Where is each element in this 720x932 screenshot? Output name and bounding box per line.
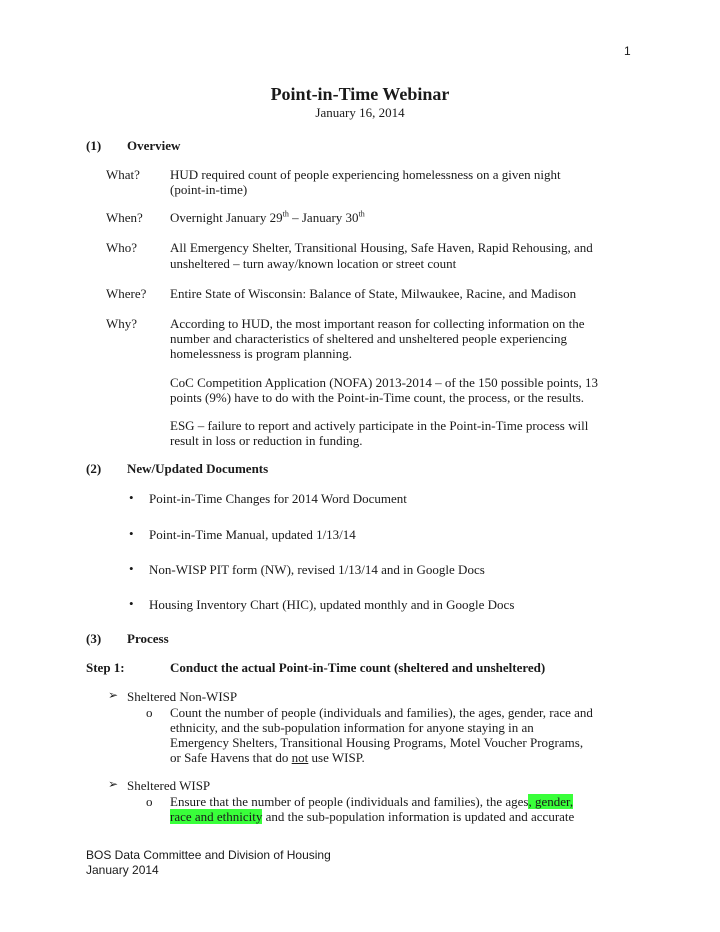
bullet-dot-icon: • (129, 561, 134, 576)
doc-list-item: Point-in-Time Manual, updated 1/13/14 (149, 527, 356, 542)
who-label: Who? (106, 240, 138, 255)
what-line-2: (point-in-time) (170, 182, 248, 197)
section-2-heading: New/Updated Documents (127, 461, 269, 476)
why-line-3: homelessness is program planning. (170, 346, 352, 361)
step-text: Conduct the actual Point-in-Time count (sheltered and unsheltered) (170, 660, 546, 675)
arrow-bullet-icon: ➢ (108, 777, 119, 791)
who-line-2: unsheltered – turn away/known location or street count (170, 256, 457, 271)
what-line-1: HUD required count of people experiencing homelessness on a given night (170, 167, 561, 182)
when-label: When? (106, 210, 143, 225)
arrow-bullet-icon: ➢ (108, 688, 119, 702)
section-1-heading: Overview (127, 138, 181, 153)
wisp-line-1: Ensure that the number of people (individuals and families), the ages, gender, (170, 794, 574, 809)
section-3-heading: Process (127, 631, 169, 646)
document-title: Point-in-Time Webinar (270, 84, 450, 104)
page-number: 1 (624, 44, 631, 58)
bullet-dot-icon: • (129, 596, 134, 611)
bullet-dot-icon: • (129, 526, 134, 541)
non-wisp-line-4: or Safe Havens that do not use WISP. (170, 750, 365, 765)
doc-list-item: Housing Inventory Chart (HIC), updated monthly and in Google Docs (149, 597, 515, 612)
what-label: What? (106, 167, 140, 182)
esg-line-2: result in loss or reduction in funding. (170, 433, 363, 448)
sub-heading-non-wisp: Sheltered Non-WISP (127, 689, 238, 704)
why-line-2: number and characteristics of sheltered and unsheltered people experiencing (170, 331, 568, 346)
highlight: , gender, (528, 794, 574, 809)
where-line-1: Entire State of Wisconsin: Balance of State, Milwaukee, Racine, and Madison (170, 286, 577, 301)
footer-line-2: January 2014 (86, 863, 159, 877)
document-date: January 16, 2014 (315, 105, 405, 120)
section-2-number: (2) (86, 461, 102, 476)
esg-line-1: ESG – failure to report and actively participate in the Point-in-Time process will (170, 418, 589, 433)
highlight: race and ethnicity (170, 809, 263, 824)
when-text: Overnight January 29th – January 30th (170, 209, 365, 225)
circle-bullet-icon: o (146, 794, 153, 809)
doc-list-item: Point-in-Time Changes for 2014 Word Document (149, 491, 407, 506)
where-label: Where? (106, 286, 147, 301)
section-1-number: (1) (86, 138, 102, 153)
bullet-dot-icon: • (129, 490, 134, 505)
circle-bullet-icon: o (146, 705, 153, 720)
why-label: Why? (106, 316, 138, 331)
why-line-1: According to HUD, the most important reason for collecting information on the (170, 316, 585, 331)
step-label: Step 1: (86, 660, 125, 675)
who-line-1: All Emergency Shelter, Transitional Housing, Safe Haven, Rapid Rehousing, and (170, 240, 593, 255)
doc-list-item: Non-WISP PIT form (NW), revised 1/13/14 and in Google Docs (149, 562, 485, 577)
nofa-line-2: points (9%) have to do with the Point-in-Time count, the process, or the results. (170, 390, 585, 405)
non-wisp-line-1: Count the number of people (individuals and families), the ages, gender, race and (170, 705, 593, 720)
footer-line-1: BOS Data Committee and Division of Housing (86, 848, 331, 862)
non-wisp-line-2: ethnicity, and the sub-population information for anyone staying in an (170, 720, 534, 735)
wisp-line-2: race and ethnicity and the sub-population information is updated and accurate (170, 809, 575, 824)
non-wisp-line-3: Emergency Shelters, Transitional Housing Programs, Motel Voucher Programs, (170, 735, 584, 750)
section-3-number: (3) (86, 631, 102, 646)
nofa-line-1: CoC Competition Application (NOFA) 2013-2014 – of the 150 possible points, 13 (170, 375, 599, 390)
sub-heading-wisp: Sheltered WISP (127, 778, 211, 793)
